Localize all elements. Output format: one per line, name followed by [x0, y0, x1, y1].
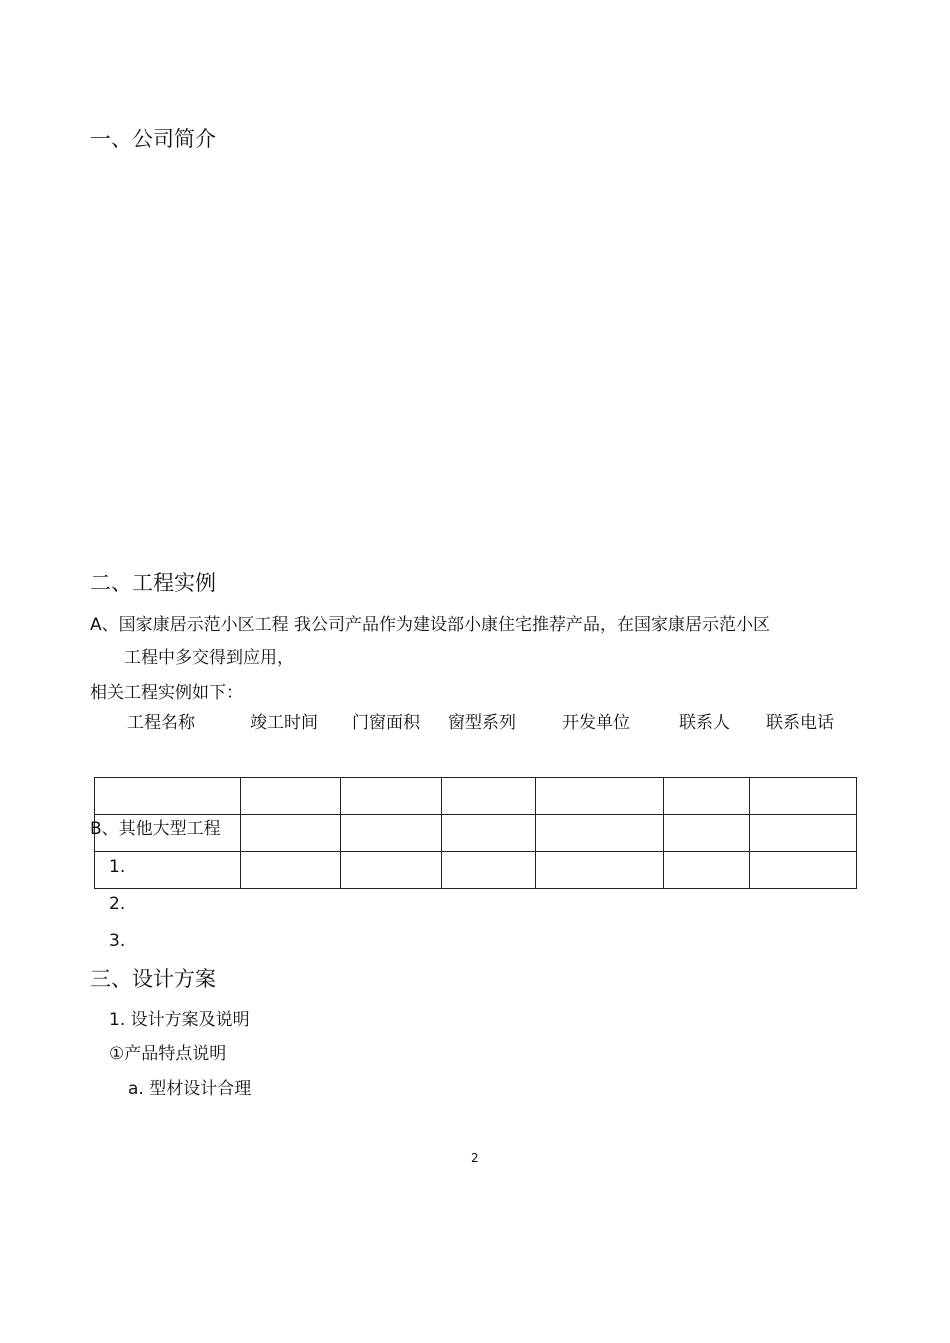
table-row [95, 778, 857, 815]
project-a-line2: 工程中多交得到应用， [124, 648, 294, 668]
table-cell [536, 815, 664, 852]
project-b-title: B、其他大型工程 [90, 819, 221, 839]
table-cell [664, 852, 750, 889]
col-header-window-series: 窗型系列 [448, 713, 516, 733]
table-cell [750, 778, 857, 815]
col-header-phone: 联系电话 [766, 713, 834, 733]
design-sub-1: ①产品特点说明 [109, 1044, 227, 1064]
page-number: 2 [471, 1151, 479, 1165]
table-cell [241, 815, 341, 852]
project-b-item-2: 2. [109, 894, 126, 914]
table-cell [341, 852, 442, 889]
section-title-design-plan: 三、设计方案 [90, 967, 216, 991]
col-header-developer: 开发单位 [562, 713, 630, 733]
table-row [95, 852, 857, 889]
table-cell [241, 778, 341, 815]
col-header-window-area: 门窗面积 [352, 713, 420, 733]
table-cell [341, 815, 442, 852]
col-header-contact: 联系人 [679, 713, 730, 733]
table-cell [664, 778, 750, 815]
project-b-item-1: 1. [109, 857, 126, 877]
section-title-company-intro: 一、公司简介 [90, 127, 216, 151]
table-cell [664, 815, 750, 852]
table-cell [750, 852, 857, 889]
table-cell [442, 852, 536, 889]
design-sub-a: a. 型材设计合理 [128, 1079, 252, 1099]
table-cell [341, 778, 442, 815]
table-cell [442, 778, 536, 815]
table-cell [750, 815, 857, 852]
project-intro: 相关工程实例如下： [90, 683, 243, 703]
col-header-completion-time: 竣工时间 [250, 713, 318, 733]
table-cell [442, 815, 536, 852]
col-header-project-name: 工程名称 [127, 713, 195, 733]
table-cell [536, 778, 664, 815]
table-cell [95, 778, 241, 815]
design-item-1: 1. 设计方案及说明 [109, 1010, 250, 1030]
table-cell [241, 852, 341, 889]
table-cell [536, 852, 664, 889]
project-a-line1: A、国家康居示范小区工程 我公司产品作为建设部小康住宅推荐产品，在国家康居示范小区 [90, 615, 771, 635]
project-b-item-3: 3. [109, 931, 126, 951]
section-title-project-cases: 二、工程实例 [90, 571, 216, 595]
